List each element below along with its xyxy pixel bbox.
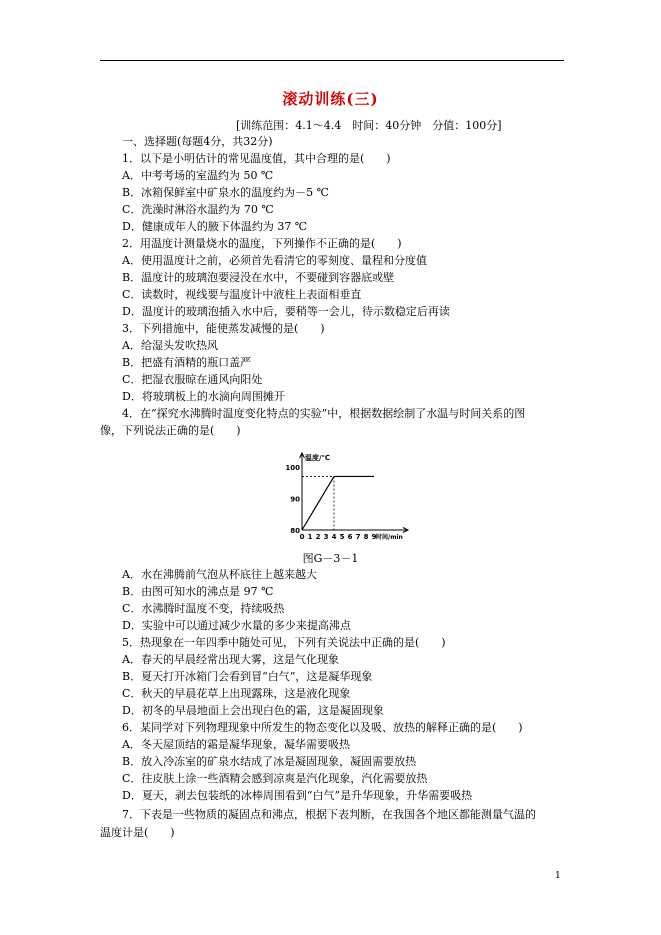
- x-tick-label: 2: [315, 533, 321, 540]
- figure-caption: 图G－3－1: [302, 552, 359, 565]
- page-title: 滚动训练(三): [282, 90, 379, 108]
- question-line: 温度计是( ): [100, 826, 175, 839]
- y-axis-label: 温度/℃: [305, 454, 331, 462]
- option-line: B．把盛有酒精的瓶口盖严: [122, 356, 252, 369]
- question-line: 像，下列说法正确的是( ): [100, 424, 241, 437]
- x-tick-label: 1: [307, 533, 313, 540]
- option-line: D．健康成年人的腋下体温约为 37 ℃: [122, 220, 308, 233]
- page-number: 1: [555, 871, 561, 881]
- option-line: D．实验中可以通过减少水量的多少来提高沸点: [122, 619, 351, 632]
- question-line: 2．用温度计测量烧水的温度，下列操作不正确的是( ): [122, 237, 402, 250]
- option-line: C．把湿衣服晾在通风向阳处: [122, 373, 263, 386]
- y-tick-label: 100: [285, 464, 300, 472]
- option-line: B．由图可知水的沸点是 97 ℃: [122, 585, 274, 598]
- option-line: D．将玻璃板上的水滴向周围摊开: [122, 390, 285, 403]
- y-tick-label: 90: [290, 495, 300, 504]
- option-line: A．冬天屋顶结的霜是凝华现象，凝华需要吸热: [122, 738, 350, 751]
- header-rule: [100, 60, 564, 61]
- x-tick-label: 5: [339, 533, 345, 540]
- option-line: C．往皮肤上涂一些酒精会感到凉爽是汽化现象，汽化需要放热: [122, 772, 428, 785]
- y-tick-label: 80: [290, 527, 300, 535]
- option-line: B．夏天打开冰箱门会看到冒“白气”，这是凝华现象: [122, 670, 373, 683]
- question-line: 3．下列措施中，能使蒸发减慢的是( ): [122, 322, 325, 335]
- option-line: C．水沸腾时温度不变，持续吸热: [122, 602, 285, 615]
- temperature-series-line: [302, 476, 374, 530]
- option-line: C．洗澡时淋浴水温约为 70 ℃: [122, 203, 274, 216]
- option-line: B．放入冷冻室的矿泉水结成了冰是凝固现象，凝固需要放热: [122, 755, 417, 768]
- option-line: A．中考考场的室温约为 50 ℃: [122, 169, 274, 182]
- option-line: A．使用温度计之前，必须首先看清它的零刻度、量程和分度值: [122, 254, 427, 267]
- option-line: D．夏天，剥去包装纸的冰棒周围看到“白气”是升华现象，升华需要吸热: [122, 789, 473, 802]
- option-line: D．初冬的早晨地面上会出现白色的霜，这是凝固现象: [122, 704, 384, 717]
- option-line: B．冰箱保鲜室中矿泉水的温度约为－5 ℃: [122, 186, 329, 199]
- question-line: 6．某同学对下列物理现象中所发生的物态变化以及吸、放热的解释正确的是( ): [122, 721, 523, 734]
- option-line: C．读数时，视线要与温度计中液柱上表面相垂直: [122, 288, 362, 301]
- question-line: 1．以下是小明估计的常见温度值，其中合理的是( ): [122, 152, 391, 165]
- x-tick-label: 9: [371, 533, 377, 540]
- option-line: A．春天的早晨经常出现大雾，这是气化现象: [122, 653, 339, 666]
- x-axis-label: 时间/min: [376, 534, 403, 540]
- question-line: 7．下表是一些物质的凝固点和沸点，根据下表判断，在我国各个地区都能测量气温的: [122, 808, 536, 821]
- option-line: A．给湿头发吹热风: [122, 339, 218, 352]
- training-scope: [训练范围：4.1～4.4 时间：40分钟 分值：100分]: [236, 119, 502, 132]
- option-line: A．水在沸腾前气泡从杯底往上越来越大: [122, 568, 317, 581]
- x-tick-label: 7: [355, 533, 361, 540]
- x-tick-label: 8: [363, 533, 369, 540]
- option-line: C．秋天的早晨花草上出现露珠，这是液化现象: [122, 687, 351, 700]
- x-tick-label: 3: [323, 533, 329, 540]
- x-tick-label: 6: [347, 533, 353, 540]
- question-line: 5．热现象在一年四季中随处可见，下列有关说法中正确的是( ): [122, 636, 446, 649]
- x-tick-label: 4: [331, 533, 337, 540]
- section-heading: 一、选择题(每题4分，共32分): [122, 135, 273, 148]
- option-line: D．温度计的玻璃泡插入水中后，要稍等一会儿，待示数稳定后再读: [122, 305, 450, 318]
- option-line: B．温度计的玻璃泡要浸没在水中，不要碰到容器底或壁: [122, 271, 395, 284]
- question-line: 4．在“探究水沸腾时温度变化特点的实验”中，根据数据绘制了水温与时间关系的图: [122, 407, 526, 420]
- boiling-chart: [282, 452, 410, 540]
- x-tick-label: 0: [299, 533, 305, 540]
